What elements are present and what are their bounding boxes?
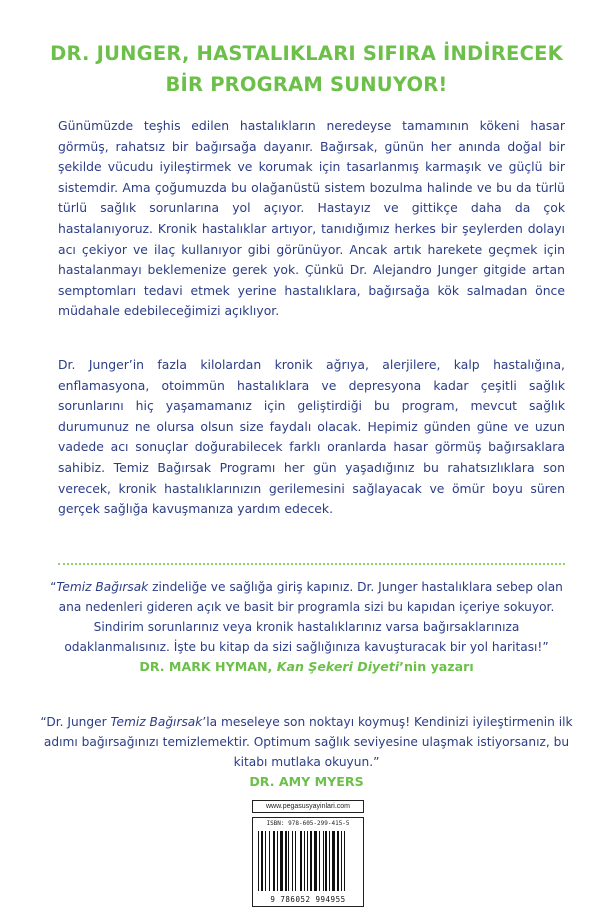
- author-book-title: Kan Şekeri Diyeti: [276, 659, 400, 674]
- author-name: DR. MARK HYMAN,: [139, 659, 273, 674]
- barcode-block: [252, 800, 364, 906]
- barcode-bar: [280, 831, 283, 891]
- barcode-bar: [273, 831, 275, 891]
- barcode-bars: [258, 831, 358, 891]
- barcode-bar: [310, 831, 312, 891]
- barcode-bar: [300, 831, 302, 891]
- barcode-bar: [329, 831, 330, 891]
- barcode-bar: [285, 831, 287, 891]
- barcode-digits: 9 786052 994955: [270, 895, 346, 904]
- barcode-bar: [314, 831, 317, 891]
- barcode-bar: [277, 831, 278, 891]
- quote-author: [139, 659, 473, 674]
- barcode-bar: [341, 831, 342, 891]
- quote-book-title: Temiz Bağırsak: [110, 715, 203, 729]
- body-paragraph-2: Dr. Junger’in fazla kilolardan kronik ağrıya, alerjilere, kalp hastalığına, enflamasyona, otoimmün hastalıklara ve depresyona kadar çeşitli sağlık sorunlarını hiç yaşamamanız için geliştirdiği bu program, mevcut sağlık durumunuz ne olursa olsun size faydalı olacak. Hepimiz günden güne ve uzun vadede acı sonuçlar doğurabilecek farklı oranlarda hasar görmüş bağırsaklara sahibiz. Temiz Bağırsak Programı her gün yaşadığınız bu rahatsızlıklara son verecek, kronik hastalıklarınızın gerilemesini sağlayacak ve ömür boyu süren gerçek sağlığa kavuşmanıza yardım edecek.: [58, 357, 565, 517]
- barcode-bar: [265, 831, 266, 891]
- barcode-bar: [292, 831, 293, 891]
- barcode-bar: [307, 831, 308, 891]
- barcode-bar: [258, 831, 259, 891]
- quote-book-title: Temiz Bağırsak: [56, 580, 149, 594]
- body-paragraph-1: Günümüzde teşhis edilen hastalıkların neredeyse tamamının kökeni hasar görmüş, rahatsız bir bağırsağa dayanır. Bağırsak, günün her anında doğal bir şekilde vücudu iyileştirmek ve korumak için tasarlanmış karmaşık ve güçlü bir sistemdir. Ama çoğumuzda bu olağanüstü sistem bozulma halinde ve bu da türlü türlü sağlık sorunlarına yol açıyor. Hastayız ve gittikçe daha da çok hastalanıyoruz. Kronik hastalıklar artıyor, tanıdığımız herkes bir şeylerden dolayı acı çekiyor ve ilaç kullanıyor gibi görünüyor. Ancak artık harekete geçmek için hastalanmayı beklemenize gerek yok. Çünkü Dr. Alejandro Junger gitgide artan semptomları tedavi etmek yerine hastalıklara, bağırsağa kök salmadan önce müdahale edebileceğimizi açıklıyor.: [58, 118, 565, 319]
- endorsement-quote-1: [40, 577, 573, 677]
- endorsement-quote-2: [40, 712, 573, 792]
- quote-text: zindeliğe ve sağlığa giriş kapınız. Dr. Junger hastalıklara sebep olan ana nedenleri gideren açık ve basit bir programla sizi bu kapıdan içeriye sokuyor. Sindirim sorunlarınız veya kronik hastalıklarınız varsa bağırsaklarınıza odaklanmalısınız. İşte bu kitap da sizi sağlığınıza kavuşturacak bir yol haritası!”: [58, 580, 563, 654]
- dotted-divider: [58, 563, 565, 565]
- barcode-bar: [337, 831, 339, 891]
- barcode-bar: [269, 831, 270, 891]
- quote-prefix: “Dr. Junger: [40, 715, 111, 729]
- barcode-bar: [325, 831, 327, 891]
- barcode: [252, 817, 364, 907]
- cover-headline: [0, 38, 613, 100]
- barcode-bar: [332, 831, 335, 891]
- headline-line-1: DR. JUNGER, HASTALIKLARI SIFIRA İNDİRECEK: [50, 42, 563, 65]
- publisher-url[interactable]: www.pegasusyayinlari.com: [252, 800, 364, 813]
- quote-text: ’la meseleye son noktayı koymuş! Kendinizi iyileştirmenin ilk adımı bağırsağınızı temizlemektir. Optimum sağlık seviyesine ulaşmak istiyorsanız, bu kitabı mutlaka okuyun.”: [43, 715, 573, 769]
- isbn-label: ISBN: 978-605-299-415-5: [266, 820, 350, 827]
- barcode-bar: [344, 831, 345, 891]
- headline-line-2: BİR PROGRAM SUNUYOR!: [165, 73, 448, 96]
- barcode-bar: [261, 831, 263, 891]
- author-suffix: ’nin yazarı: [399, 659, 474, 674]
- barcode-bar: [295, 831, 296, 891]
- barcode-bar: [323, 831, 324, 891]
- quote-open-mark: “: [50, 580, 57, 594]
- barcode-bar: [304, 831, 305, 891]
- barcode-bar: [319, 831, 320, 891]
- quote-author: DR. AMY MYERS: [249, 774, 364, 789]
- barcode-bar: [288, 831, 289, 891]
